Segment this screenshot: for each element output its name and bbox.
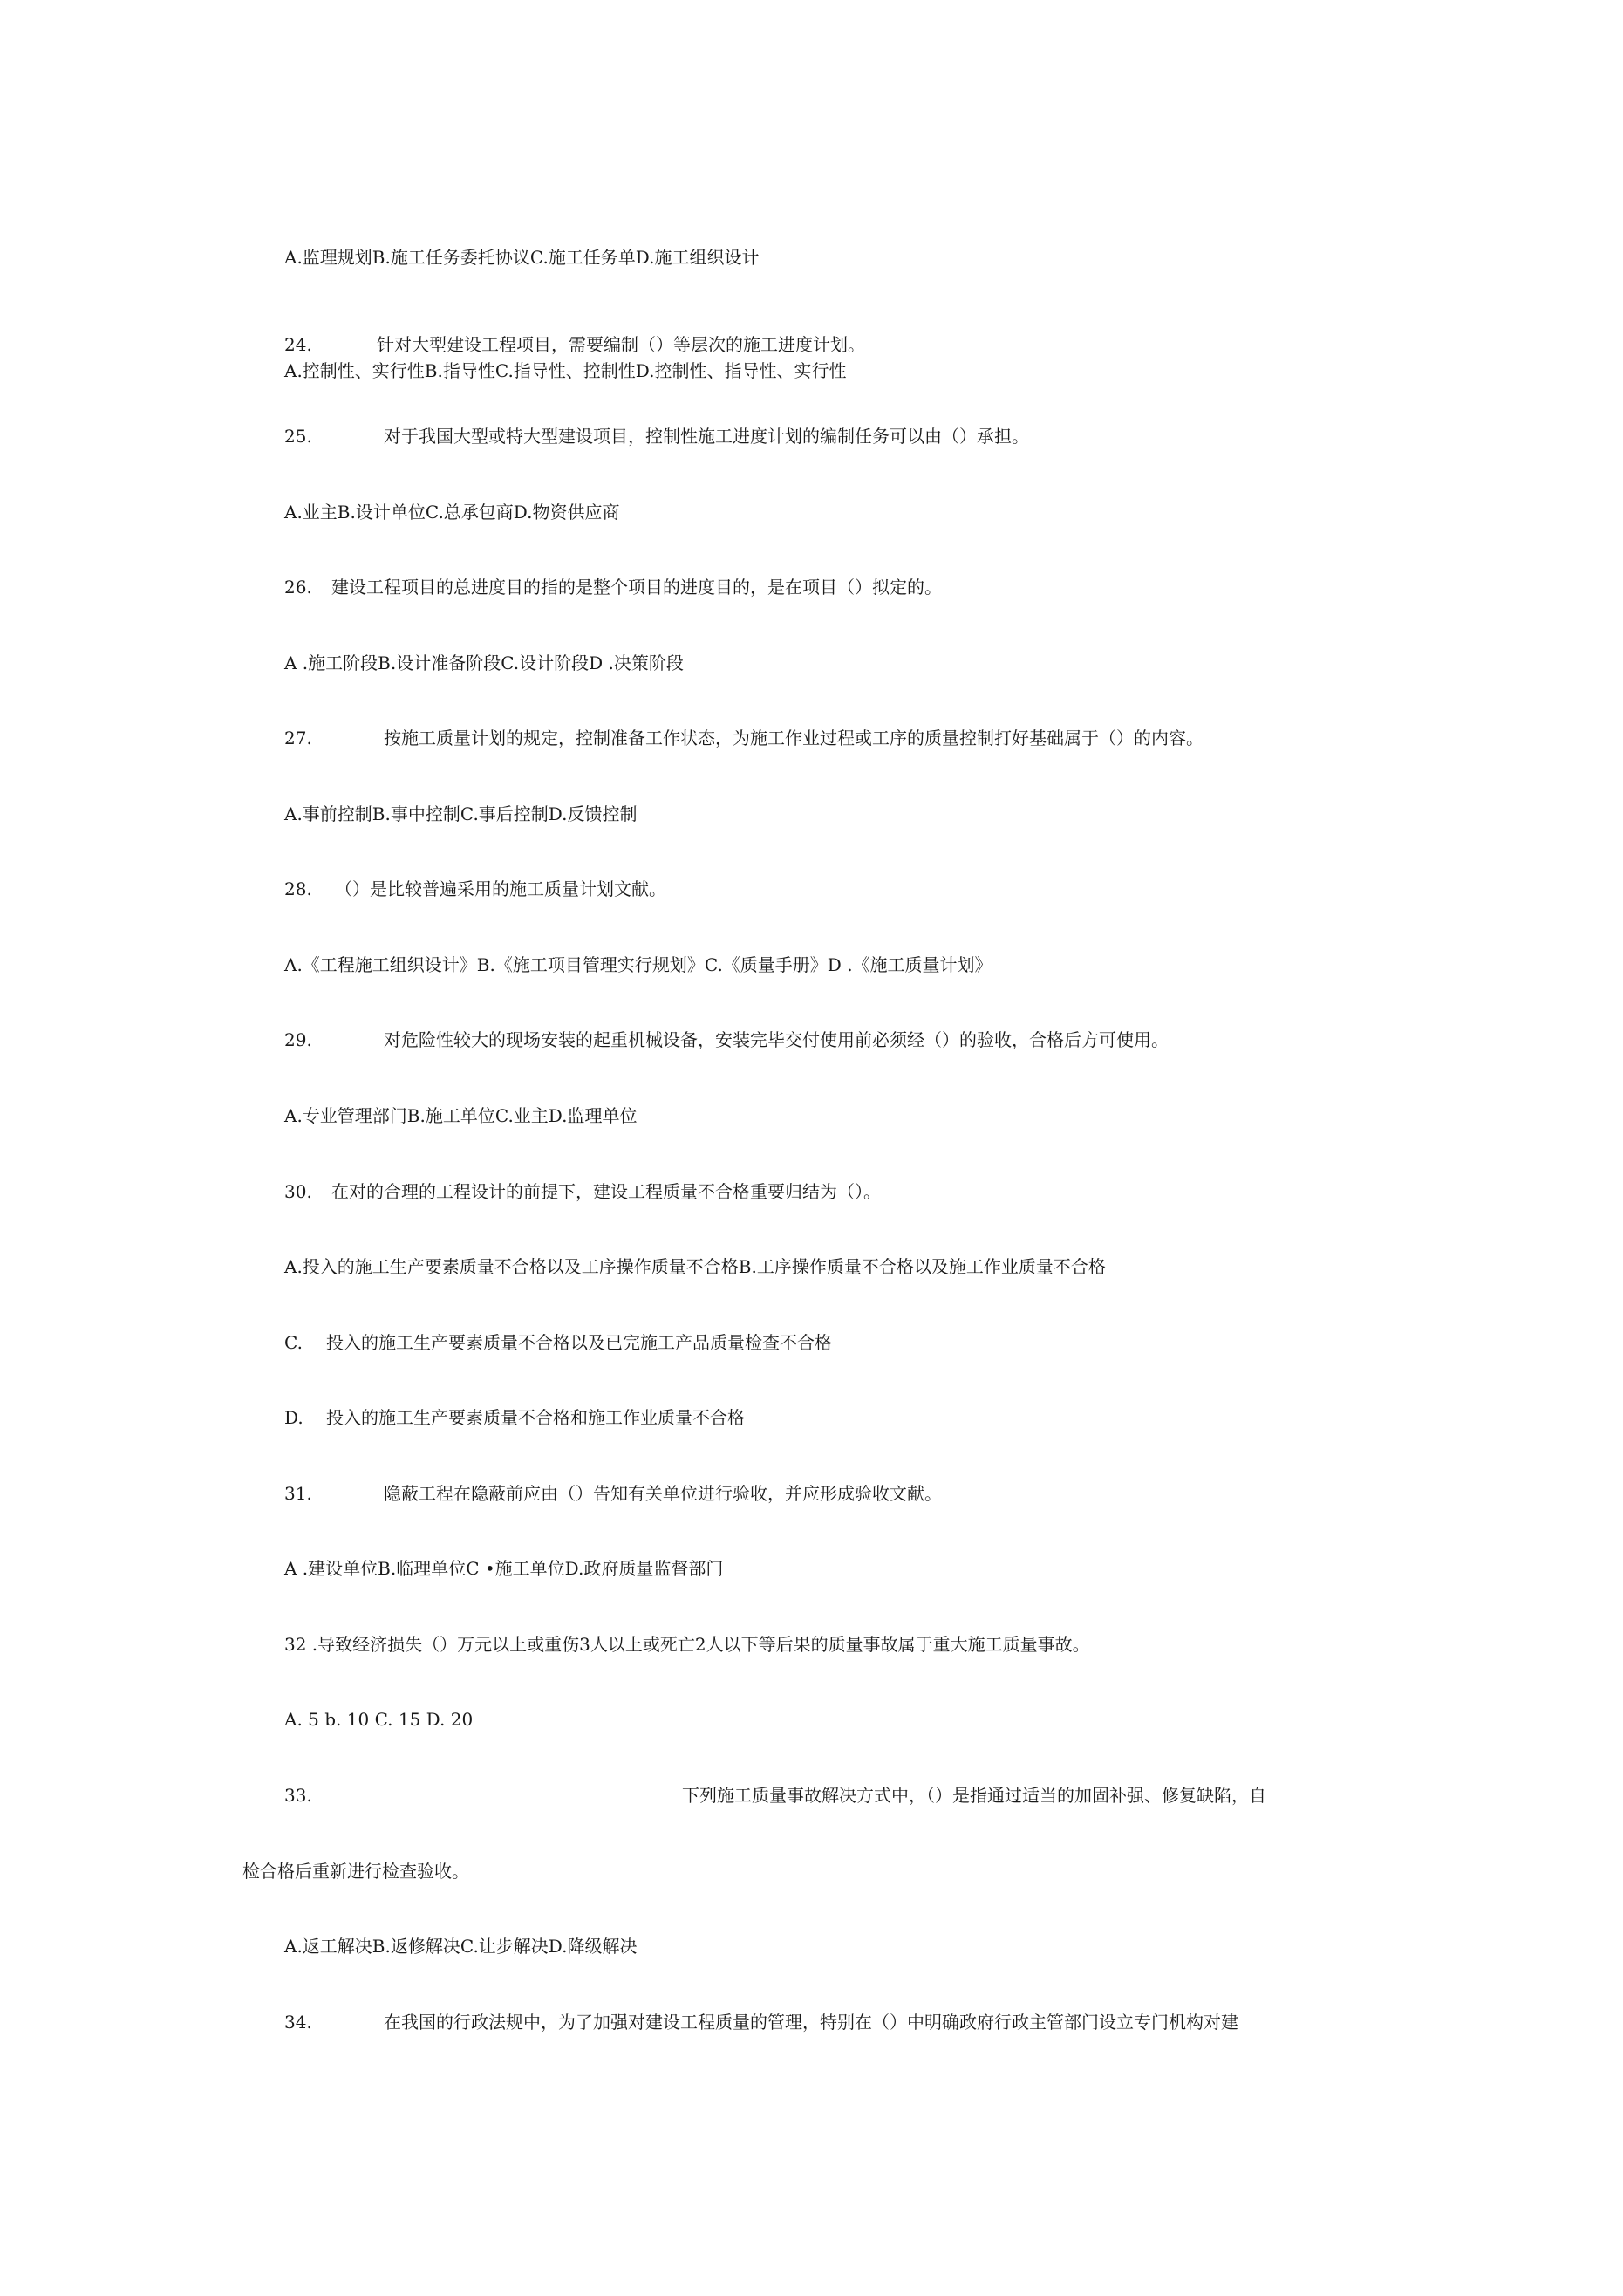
question-text: 32 .导致经济损失（）万元以上或重伤3人以上或死亡2人以下等后果的质量事故属于重大施工质量事故。	[284, 1634, 1090, 1655]
option-text: 投入的施工生产要素质量不合格和施工作业质量不合格	[326, 1407, 745, 1428]
options-line: A.业主B.设计单位C.总承包商D.物资供应商	[284, 502, 620, 523]
options-line: A.事前控制B.事中控制C.事后控制D.反馈控制	[284, 803, 638, 824]
question-text: 下列施工质量事故解决方式中，（）是指通过适当的加固补强、修复缺陷，自	[682, 1785, 1266, 1806]
options-line: A. 5 b. 10 C. 15 D. 20	[284, 1709, 474, 1730]
option-text: 投入的施工生产要素质量不合格以及已完施工产品质量检查不合格	[326, 1332, 832, 1353]
options-line: A .建设单位B.临理单位C •施工单位D.政府质量监督部门	[284, 1558, 724, 1579]
question-number: 28.	[284, 878, 312, 899]
options-line: A.监理规划B.施工任务委托协议C.施工任务单D.施工组织设计	[284, 247, 760, 268]
question-number: 25.	[284, 426, 312, 447]
options-line: A.《工程施工组织设计》B.《施工项目管理实行规划》C.《质量手册》D .《施工质量计划》	[284, 954, 992, 975]
question-text: 对于我国大型或特大型建设项目，控制性施工进度计划的编制任务可以由（）承担。	[384, 426, 1029, 447]
question-text: 在我国的行政法规中，为了加强对建设工程质量的管理，特别在（）中明确政府行政主管部门设立专门机构对建	[384, 2012, 1238, 2033]
options-line: A.投入的施工生产要素质量不合格以及工序操作质量不合格B.工序操作质量不合格以及施工作业质量不合格	[284, 1256, 1106, 1277]
question-text: 对危险性较大的现场安装的起重机械设备，安装完毕交付使用前必须经（）的验收，合格后方可使用。	[384, 1029, 1169, 1050]
question-text: 在对的合理的工程设计的前提下，建设工程质量不合格重要归结为（）。	[331, 1181, 881, 1202]
options-line: A.控制性、实行性B.指导性C.指导性、控制性D.控制性、指导性、实行性	[284, 360, 847, 381]
question-number: 27.	[284, 728, 312, 748]
question-number: 26.	[284, 577, 312, 598]
options-line: A .施工阶段B.设计准备阶段C.设计阶段D .决策阶段	[284, 653, 684, 673]
question-text: 隐蔽工程在隐蔽前应由（）告知有关单位进行验收，并应形成验收文献。	[384, 1483, 942, 1504]
question-number: 33.	[284, 1785, 312, 1806]
question-text: 针对大型建设工程项目，需要编制（）等层次的施工进度计划。	[377, 334, 865, 355]
question-text: 按施工质量计划的规定，控制准备工作状态，为施工作业过程或工序的质量控制打好基础属于（）的内容。	[384, 728, 1204, 748]
question-number: 31.	[284, 1483, 312, 1504]
option-label: D.	[284, 1407, 303, 1428]
question-number: 34.	[284, 2012, 312, 2033]
question-text-continuation: 检合格后重新进行检查验收。	[242, 1861, 469, 1882]
option-label: C.	[284, 1332, 303, 1353]
question-number: 29.	[284, 1029, 312, 1050]
question-text: （）是比较普遍采用的施工质量计划文献。	[335, 878, 666, 899]
options-line: A.专业管理部门B.施工单位C.业主D.监理单位	[284, 1105, 638, 1126]
question-text: 建设工程项目的总进度目的指的是整个项目的进度目的，是在项目（）拟定的。	[331, 577, 942, 598]
options-line: A.返工解决B.返修解决C.让步解决D.降级解决	[284, 1936, 638, 1957]
question-number: 30.	[284, 1181, 312, 1202]
question-number: 24.	[284, 334, 312, 355]
